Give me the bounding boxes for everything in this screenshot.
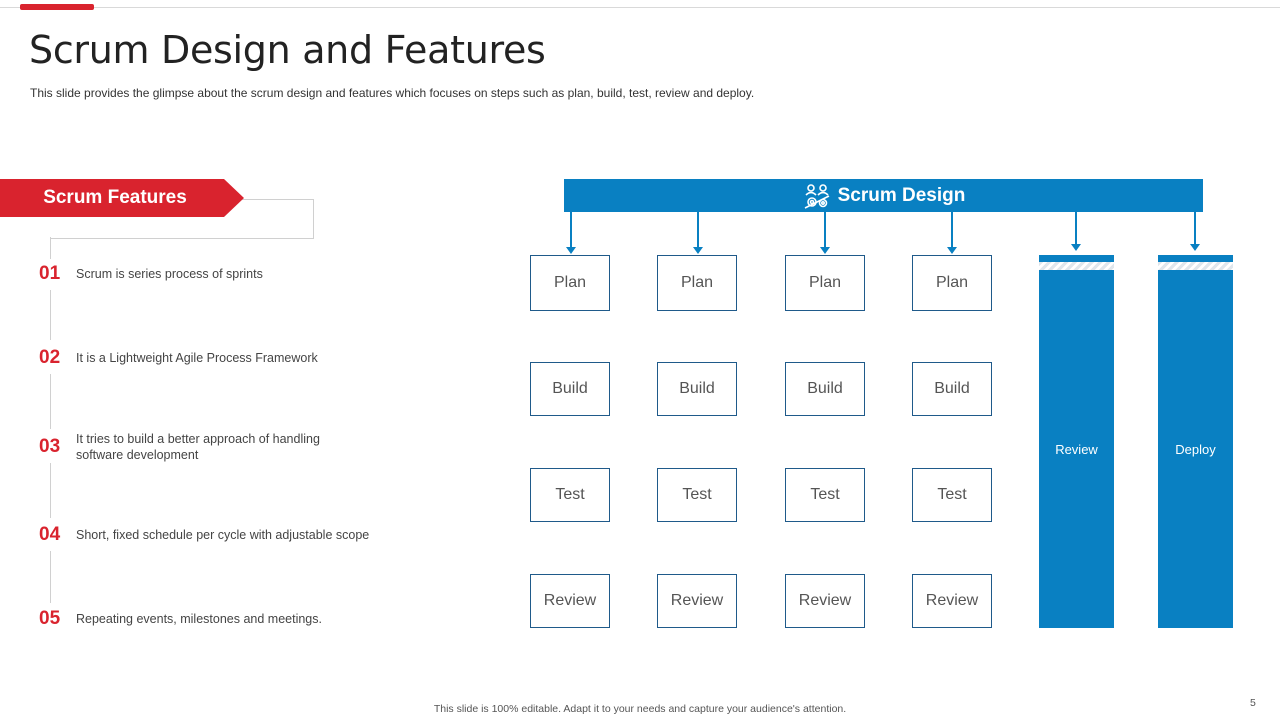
feature-number: 03 (39, 436, 61, 457)
step-review: Review (657, 574, 737, 628)
down-arrow-icon (693, 212, 703, 254)
features-connector-line (50, 551, 51, 603)
step-build: Build (657, 362, 737, 416)
feature-text: It tries to build a better approach of handling software development (76, 432, 320, 462)
step-build: Build (785, 362, 865, 416)
down-arrow-icon (1190, 212, 1200, 254)
feature-text: Repeating events, milestones and meetings. (76, 612, 322, 626)
scrum-design-heading: Scrum Design (837, 184, 966, 206)
page-number: 5 (1250, 697, 1256, 709)
review-column (1039, 255, 1114, 628)
team-gears-icon (802, 181, 832, 211)
step-review: Review (785, 574, 865, 628)
top-accent-bar (20, 4, 94, 10)
step-plan: Plan (785, 255, 865, 311)
page-subtitle: This slide provides the glimpse about the scrum design and features which focuses on steps such as plan, build, test, review and deploy. (30, 86, 755, 100)
features-connector-line (50, 237, 51, 259)
step-build: Build (912, 362, 992, 416)
feature-text: It is a Lightweight Agile Process Framework (76, 351, 318, 365)
feature-number: 01 (39, 263, 61, 284)
step-test: Test (657, 468, 737, 522)
step-test: Test (912, 468, 992, 522)
step-plan: Plan (657, 255, 737, 311)
features-connector-line (50, 374, 51, 429)
scrum-design-header (564, 179, 1203, 212)
down-arrow-icon (566, 212, 576, 254)
features-connector-line (50, 463, 51, 518)
down-arrow-icon (820, 212, 830, 254)
feature-text: Short, fixed schedule per cycle with adjustable scope (76, 528, 370, 542)
step-review: Review (912, 574, 992, 628)
feature-number: 04 (39, 524, 61, 545)
feature-number: 05 (39, 608, 61, 629)
step-review: Review (530, 574, 610, 628)
feature-text: Scrum is series process of sprints (76, 267, 263, 281)
review-column-label: Review (1039, 270, 1114, 628)
page-title: Scrum Design and Features (29, 28, 546, 72)
deploy-column (1158, 255, 1233, 628)
step-test: Test (530, 468, 610, 522)
deploy-column-label: Deploy (1158, 270, 1233, 628)
down-arrow-icon (1071, 212, 1081, 254)
down-arrow-icon (947, 212, 957, 254)
step-build: Build (530, 362, 610, 416)
step-test: Test (785, 468, 865, 522)
footer-note: This slide is 100% editable. Adapt it to your needs and capture your audience's attention. (433, 703, 847, 715)
features-heading-tag (0, 179, 244, 217)
step-plan: Plan (912, 255, 992, 311)
step-plan: Plan (530, 255, 610, 311)
feature-number: 02 (39, 347, 61, 368)
top-divider (0, 7, 1280, 8)
features-heading: Scrum Features (43, 187, 187, 208)
features-connector-line (50, 290, 51, 340)
